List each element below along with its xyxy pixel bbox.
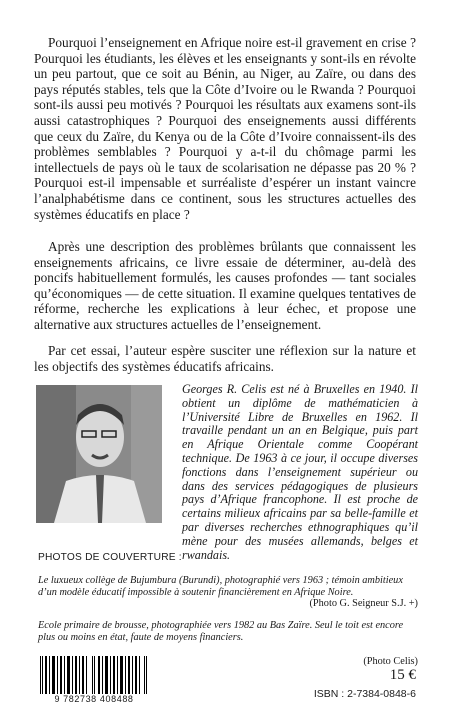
isbn: ISBN : 2-7384-0848-6	[313, 688, 416, 700]
cover-photo-credit-2: (Photo Celis)	[363, 656, 418, 667]
cover-photo-caption-2: Ecole primaire de brousse, photographiée vers 1982 au Bas Zaïre. Seul le toit est encore plus ou moins en état, faute de moyens financiers.	[38, 620, 404, 643]
intro-paragraph-3: Par cet essai, l’auteur espère susciter une réflexion sur la nature et les objectifs des systèmes éducatifs africains.	[34, 343, 416, 374]
price: 15 €	[389, 667, 416, 683]
cover-photos-heading: PHOTOS DE COUVERTURE :	[38, 552, 182, 563]
author-bio: Georges R. Celis est né à Bruxelles en 1940. Il obtient un diplôme de mathématicien à l’Université Libre de Bruxelles en 1962. Il travaille pendant un an en Belgique, puis part en Afrique Orientale comme Coopérant technique. De 1963 à ce jour, il occupe diverses fonctions dans l’enseignement supérieur ou dans des services pédagogiques de plusieurs pays d’Afrique francophone. Il est proche de certains milieux africains par sa belle-famille et par diverses recherches ethnographiques qu’il mène pour des musées allemands, belges et rwandais.	[182, 382, 418, 562]
intro-paragraph-1: Pourquoi l’enseignement en Afrique noire est-il gravement en crise ? Pourquoi les étudiants, les élèves et les enseignants y sont-ils en révolte un peu partout, que ce soit au Bénin, au Niger, au Zaïre, ou dans des pays réputés stables, tels que la Côte d’Ivoire ou le Rwanda ? Pourquoi sont-ils aussi peu motivés ? Pourquoi les résultats aux examens sont-ils aussi catastrophiques ? Pourquoi des enseignements aussi différents que ceux du Zaïre, du Kenya ou de la Côte d’Ivoire connaissent-ils des problèmes semblables ? Pourquoi y a-t-il du chômage parmi les intellectuels de pays où le taux de scolarisation ne dépasse pas 20 % ? Pourquoi est-il impensable et surréaliste d’espérer un instant vaincre l’analphabétisme dans ce continent, sous les structures actuelles des systèmes éducatifs en place ?	[34, 35, 416, 222]
intro-paragraph-2: Après une description des problèmes brûlants que connaissent les enseignements africains, ce livre essaie de déterminer, au-delà des poncifs habituellement formulés, les causes profondes — tant sociales qu’économiques — de cette situation. Il examine quelques tentatives de réforme, recherche les explications à leur échec, et propose une alternative aux structures actuelles de l’enseignement.	[34, 239, 416, 332]
cover-photo-credit-1: (Photo G. Seigneur S.J. +)	[309, 598, 418, 609]
cover-photo-caption-1: Le luxueux collège de Bujumbura (Burundi), photographié vers 1963 ; témoin ambitieux d’un modèle éducatif impossible à soutenir financièrement en Afrique Noire.	[38, 575, 403, 598]
author-photo	[36, 385, 162, 523]
barcode-number: 9 782738 408488	[38, 694, 150, 704]
